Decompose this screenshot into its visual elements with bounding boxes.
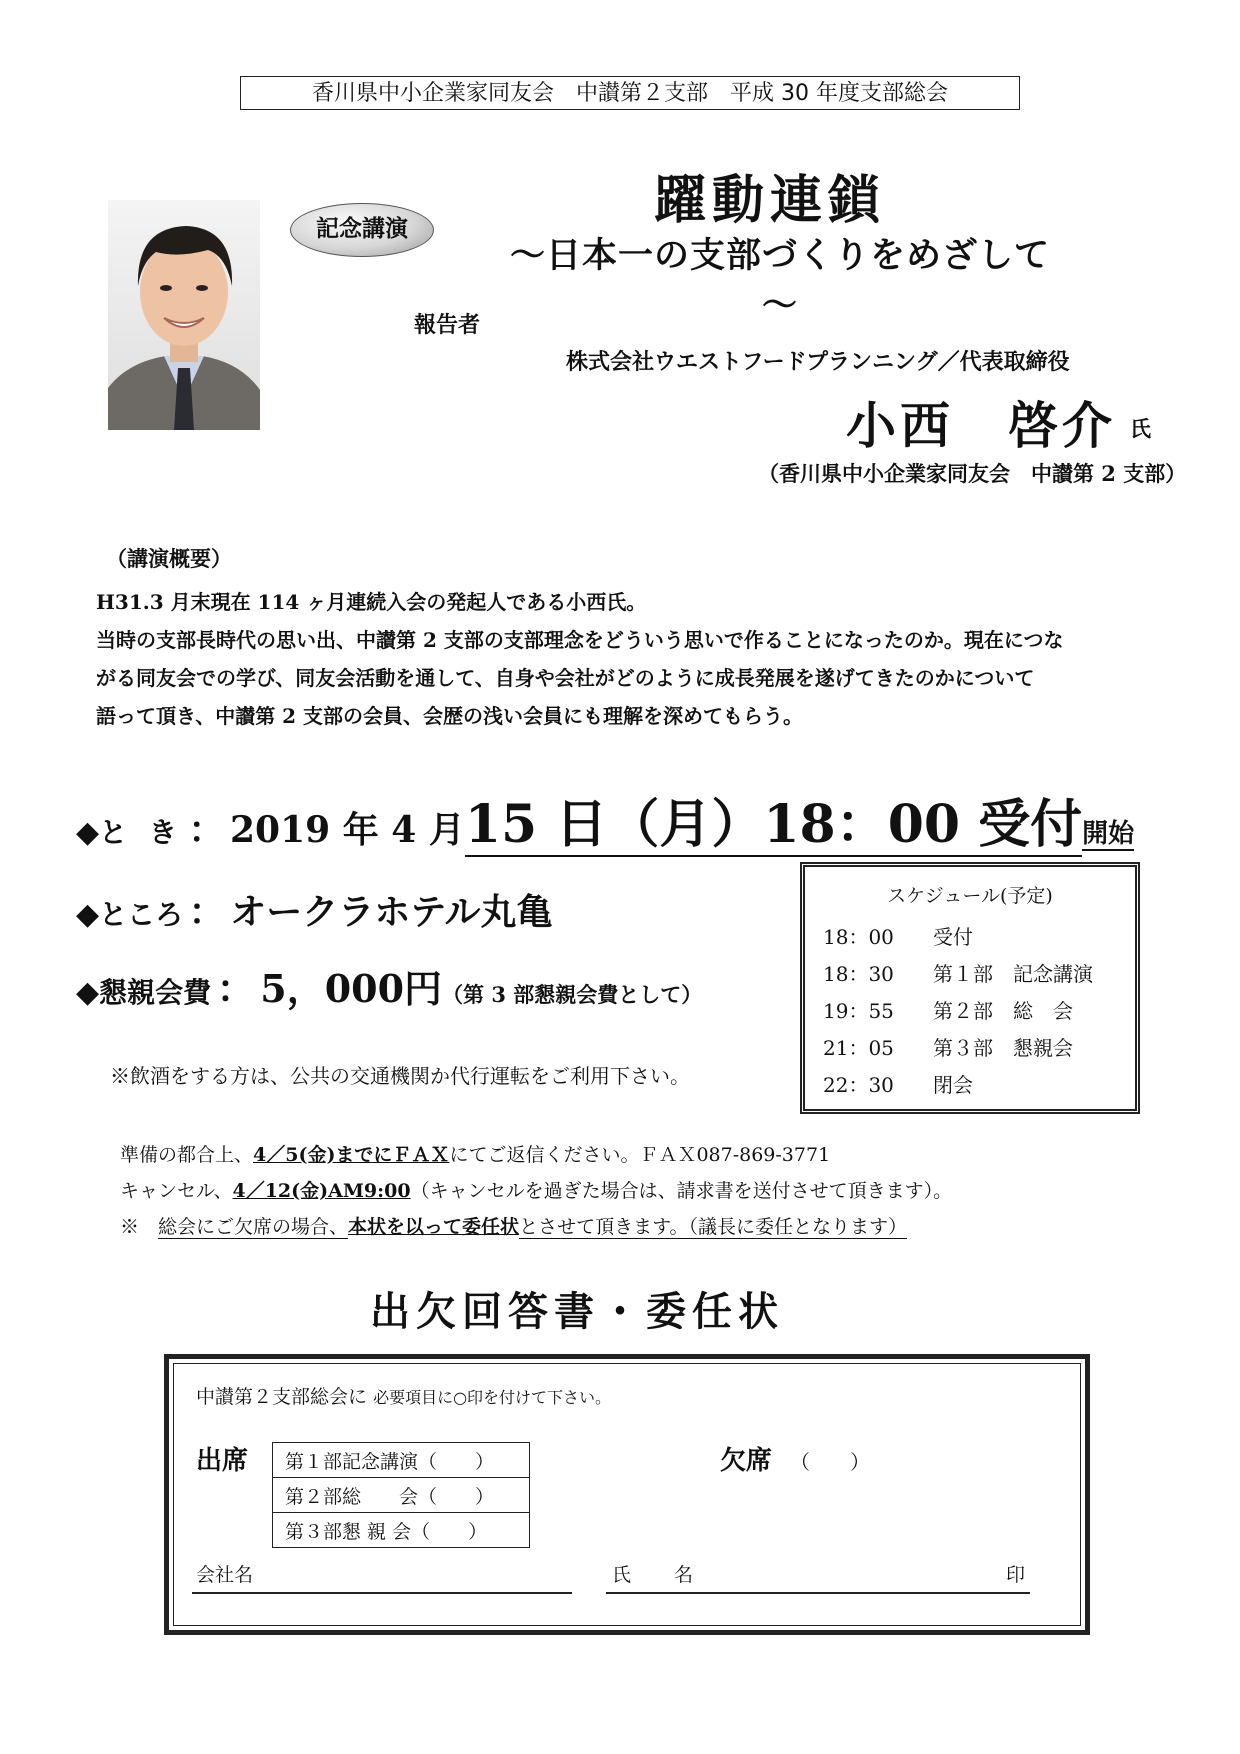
speaker-honorific: 氏 bbox=[1130, 416, 1151, 441]
part-3-option[interactable]: 第３部懇 親 会（ ） bbox=[273, 1513, 530, 1548]
company-name-label: 会社名 bbox=[196, 1564, 254, 1586]
part-2-option[interactable]: 第２部総 会（ ） bbox=[273, 1478, 530, 1513]
schedule-box bbox=[800, 862, 1140, 1114]
alcohol-note: ※飲酒をする方は、公共の交通機関か代行運転をご利用下さい。 bbox=[110, 1064, 690, 1088]
schedule-row bbox=[823, 995, 1073, 1024]
header-box bbox=[240, 76, 1020, 110]
notice-text: （キャンセルを過ぎた場合は、請求書を送付させて頂きます）。 bbox=[410, 1180, 953, 1202]
schedule-item: 第１部 記念講演 bbox=[933, 962, 1093, 986]
person-name-label: 氏 名 bbox=[612, 1564, 706, 1586]
schedule-time: 22：30 bbox=[823, 1073, 894, 1097]
date-suffix: 開始 bbox=[1082, 819, 1135, 849]
date-label: と き bbox=[99, 816, 183, 849]
speaker-company-role: 株式会社ウエストフードプランニング／代表取締役 bbox=[566, 349, 1070, 375]
fax-deadline: 4／5(金)までにＦＡＸ bbox=[253, 1144, 450, 1166]
schedule-time: 18：30 bbox=[823, 962, 894, 986]
schedule-item: 第２部 総 会 bbox=[933, 999, 1073, 1023]
speaker-photo bbox=[108, 200, 260, 430]
fee-value: 5，000円 bbox=[260, 966, 443, 1011]
fax-deadline-notice bbox=[120, 1140, 830, 1167]
response-form-inner bbox=[173, 1363, 1081, 1626]
header-text: 香川県中小企業家同友会 中讃第２支部 平成 30 年度支部総会 bbox=[312, 81, 948, 106]
absent-label: 欠席 bbox=[720, 1446, 773, 1476]
response-form bbox=[164, 1354, 1090, 1635]
summary-line: 当時の支部長時代の思い出、中讃第 2 支部の支部理念をどういう思いで作ることになったのか。現在につな bbox=[96, 628, 1064, 652]
place-label: ところ bbox=[99, 898, 184, 931]
notice-text: キャンセル、 bbox=[120, 1180, 233, 1202]
schedule-item: 閉会 bbox=[933, 1073, 973, 1097]
place-colon: ： bbox=[188, 891, 225, 933]
schedule-time: 19：55 bbox=[823, 999, 894, 1023]
badge-label: 記念講演 bbox=[316, 216, 408, 242]
date-year-month: 2019 年 4 月 bbox=[230, 809, 465, 851]
cancel-deadline: 4／12(金)AM9:00 bbox=[232, 1180, 411, 1202]
schedule-row bbox=[823, 1032, 1073, 1061]
place-value: オークラホテル丸亀 bbox=[230, 891, 553, 933]
schedule-item: 第３部 懇親会 bbox=[933, 1036, 1073, 1060]
event-date-row bbox=[76, 782, 1134, 857]
summary-line: がる同友会での学び、同友会活動を通して、自身や会社がどのように成長発展を遂げてきたのかについて bbox=[96, 666, 1035, 690]
summary-heading: （講演概要） bbox=[106, 546, 232, 571]
notice-mark: ※ bbox=[120, 1216, 140, 1238]
schedule-row bbox=[823, 958, 1093, 987]
sub-title: ～日本一の支部づくりをめざして～ bbox=[509, 235, 1050, 326]
commemorative-lecture-badge bbox=[290, 203, 434, 257]
main-title: 躍動連鎖 bbox=[653, 170, 886, 231]
proxy-statement: 本状を以って委任状 bbox=[348, 1216, 520, 1238]
part-1-option[interactable]: 第１部記念講演（ ） bbox=[273, 1443, 530, 1478]
fee-colon: ： bbox=[216, 966, 255, 1011]
person-name-field[interactable] bbox=[606, 1592, 1030, 1594]
company-name-field[interactable] bbox=[192, 1592, 572, 1594]
fee-label: 懇親会費 bbox=[99, 976, 212, 1009]
schedule-time: 21：05 bbox=[823, 1036, 894, 1060]
notice-text: とさせて頂きます。（議長に委任となります） bbox=[519, 1216, 908, 1238]
summary-line: 語って頂き、中讃第 2 支部の会員、会歴の浅い会員にも理解を深めてもらう。 bbox=[96, 704, 804, 728]
notice-text: 準備の都合上、 bbox=[120, 1144, 254, 1166]
seal-label: 印 bbox=[1006, 1564, 1026, 1586]
schedule-row bbox=[823, 921, 973, 950]
speaker-name: 小西 啓介 bbox=[846, 396, 1116, 455]
form-instruction-text: 中讃第２支部総会に bbox=[196, 1386, 368, 1408]
attendance-parts-table bbox=[272, 1442, 530, 1548]
diamond-icon: ◆ bbox=[76, 815, 100, 850]
diamond-icon: ◆ bbox=[76, 897, 100, 932]
schedule-title: スケジュール(予定) bbox=[887, 885, 1053, 907]
reporter-label: 報告者 bbox=[414, 312, 481, 338]
schedule-row bbox=[823, 1069, 973, 1098]
summary-line: H31.3 月末現在 114 ヶ月連続入会の発起人である小西氏。 bbox=[96, 590, 647, 614]
form-instruction bbox=[196, 1382, 611, 1409]
diamond-icon: ◆ bbox=[76, 975, 100, 1010]
notice-text: にてご返信ください。ＦＡＸ087-869-3771 bbox=[449, 1144, 831, 1166]
attend-label: 出席 bbox=[196, 1446, 249, 1476]
schedule-time: 18：00 bbox=[823, 925, 894, 949]
date-day-time: 15 日（月）18：00 受付 bbox=[464, 794, 1083, 855]
absent-option[interactable]: （ ） bbox=[790, 1450, 870, 1474]
notice-text: 総会にご欠席の場合、 bbox=[158, 1216, 349, 1238]
proxy-notice bbox=[120, 1212, 907, 1239]
date-colon: ： bbox=[188, 809, 225, 851]
fee-note: （第 3 部懇親会費として） bbox=[442, 982, 703, 1007]
schedule-item: 受付 bbox=[933, 925, 973, 949]
response-form-title: 出欠回答書・委任状 bbox=[370, 1288, 784, 1335]
event-place-row bbox=[76, 884, 552, 935]
event-fee-row bbox=[76, 958, 702, 1013]
cancel-deadline-notice bbox=[120, 1176, 952, 1203]
form-instruction-small: 必要項目に○印を付けて下さい。 bbox=[373, 1388, 612, 1407]
speaker-affiliation: （香川県中小企業家同友会 中讃第 2 支部） bbox=[758, 461, 1187, 486]
